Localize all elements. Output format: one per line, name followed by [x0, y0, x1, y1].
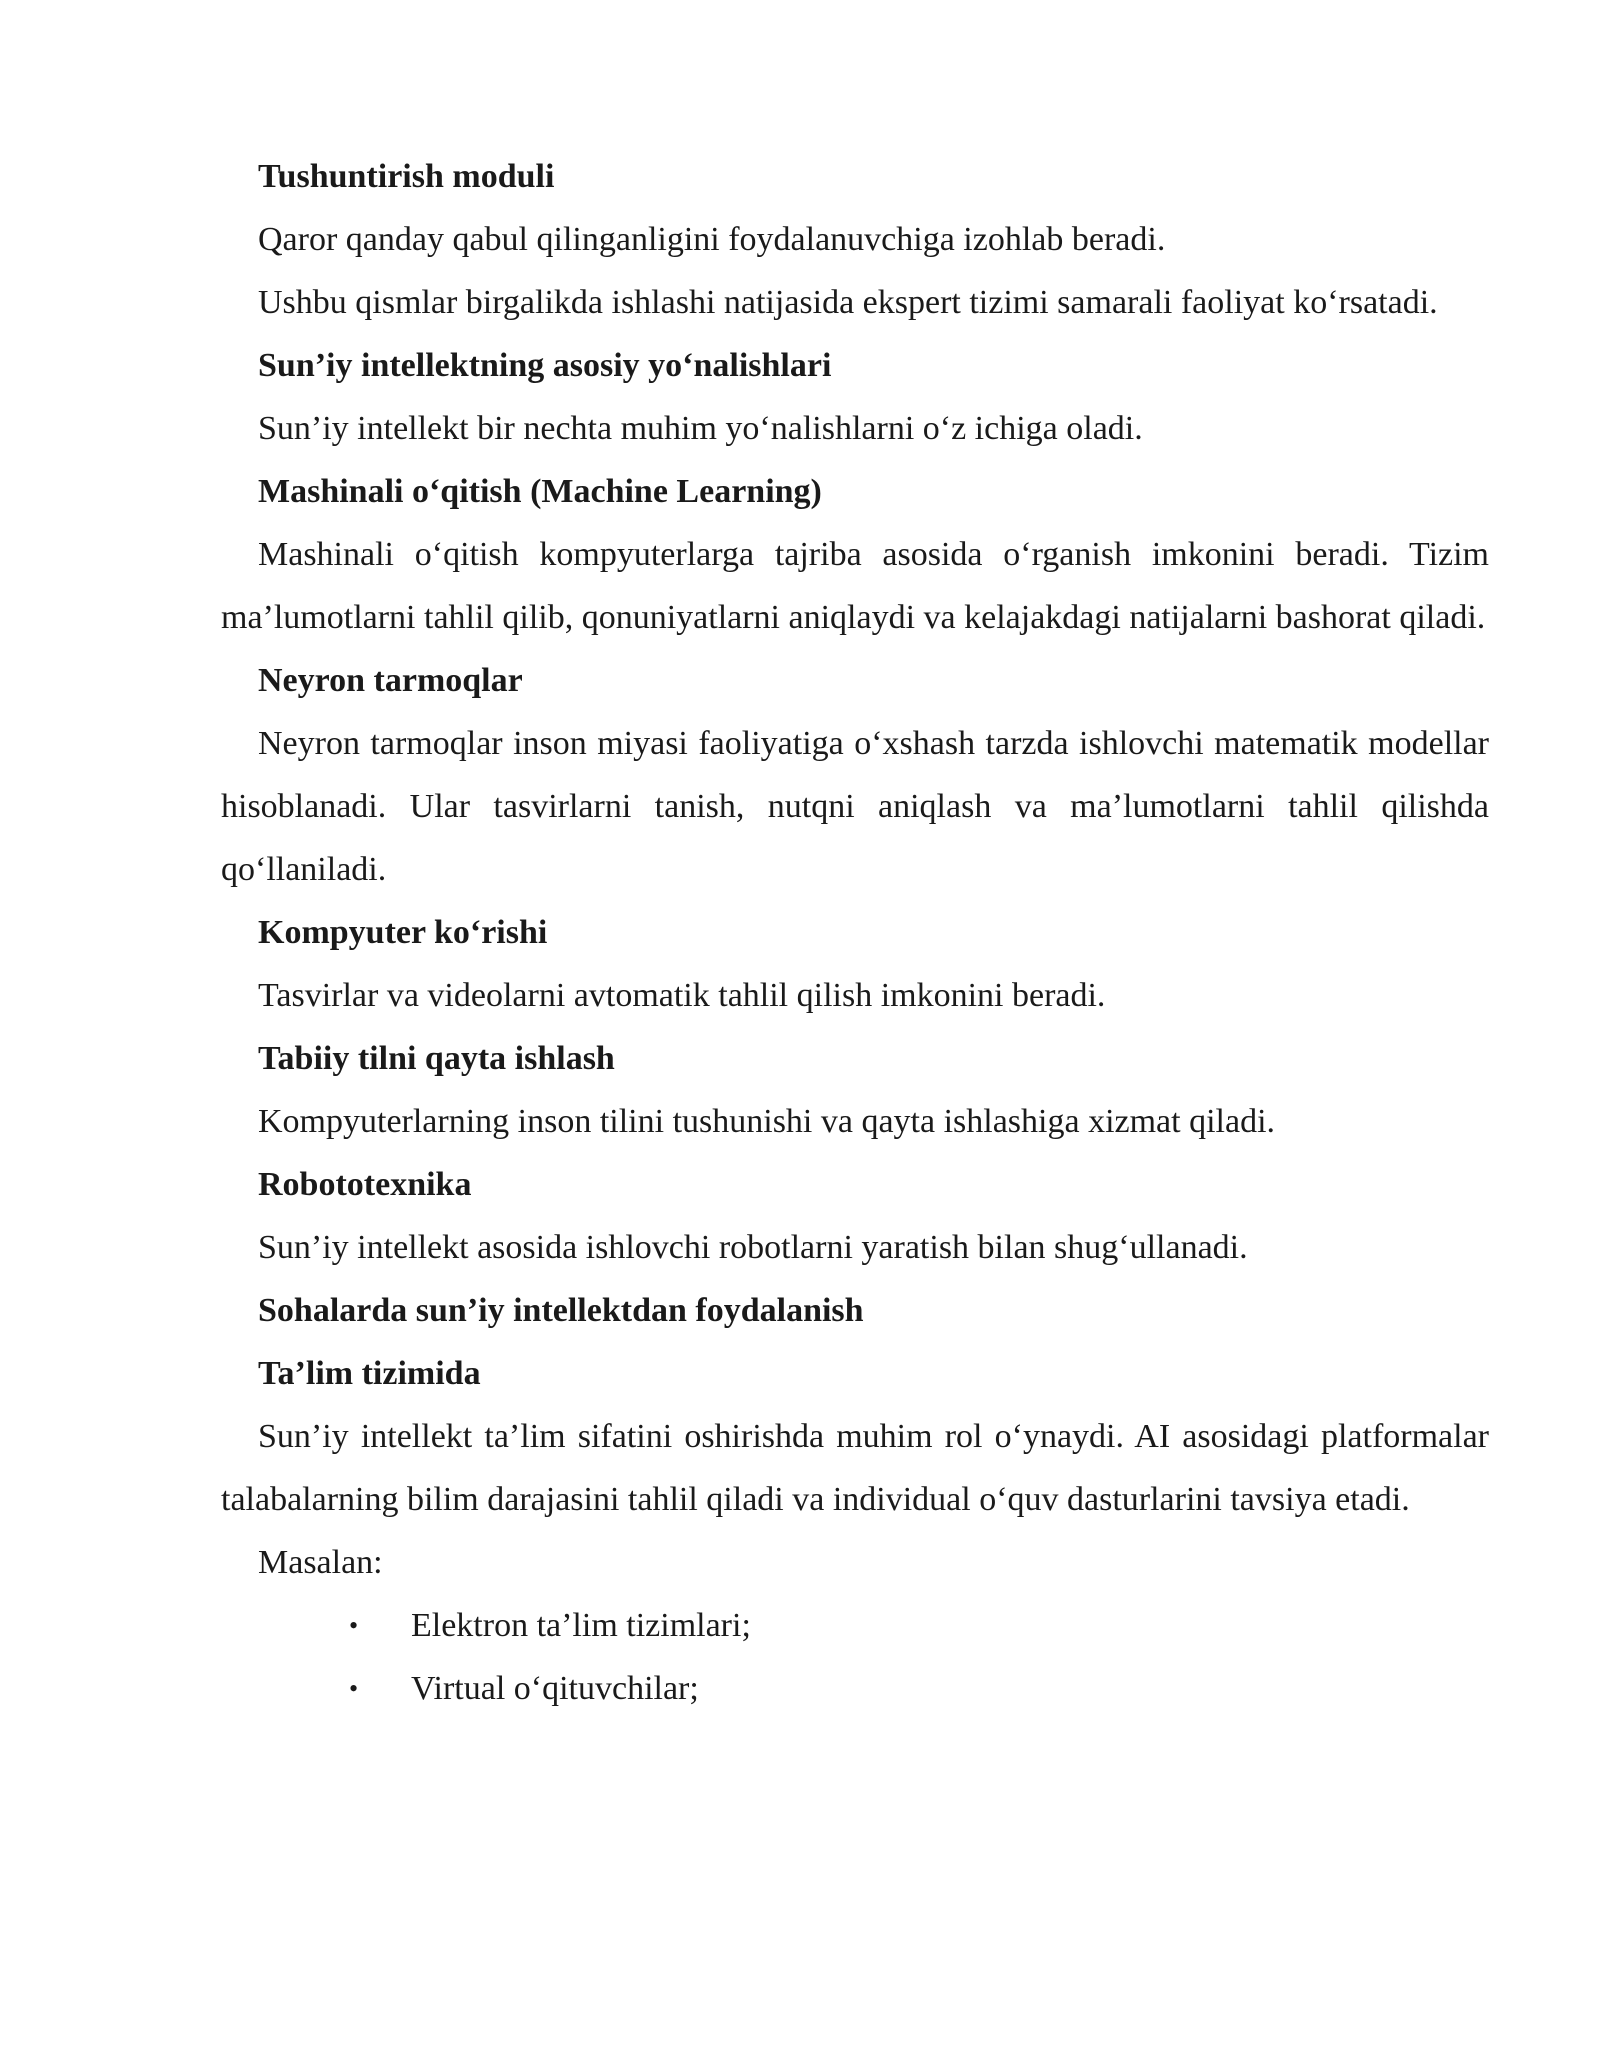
heading-nlp: Tabiiy tilni qayta ishlash — [258, 1040, 615, 1077]
heading-ai-directions: Sun’iy intellektning asosiy yo‘nalishlari — [258, 347, 832, 384]
paragraph: Neyron tarmoqlar inson miyasi faoliyatiga o‘xshash tarzda ishlovchi matematik modellar hisoblanadi. Ular tasvirlarni tanish, nutqni aniqlash va ma’lumotlarni tahlil qilishda qo‘llaniladi. — [221, 725, 1489, 888]
list-item — [221, 1657, 1489, 1720]
paragraph: Qaror qanday qabul qilinganligini foydalanuvchiga izohlab beradi. — [258, 221, 1166, 258]
heading-neural-networks: Neyron tarmoqlar — [258, 662, 523, 699]
heading-robotics: Robototexnika — [258, 1166, 472, 1203]
paragraph: Sun’iy intellekt asosida ishlovchi robotlarni yaratish bilan shug‘ullanadi. — [258, 1229, 1248, 1266]
paragraph: Kompyuterlarning inson tilini tushunishi va qayta ishlashiga xizmat qiladi. — [258, 1103, 1276, 1140]
list-item-text: Elektron ta’lim tizimlari; — [411, 1607, 751, 1644]
heading-tushuntirish-moduli: Tushuntirish moduli — [258, 158, 555, 195]
bullet-icon: • — [349, 1674, 359, 1703]
document-page — [221, 145, 1489, 1720]
list-item-text: Virtual o‘qituvchilar; — [411, 1670, 699, 1707]
paragraph: Sun’iy intellekt bir nechta muhim yo‘nalishlarni o‘z ichiga oladi. — [258, 410, 1143, 447]
paragraph: Mashinali o‘qitish kompyuterlarga tajriba asosida o‘rganish imkonini beradi. Tizim ma’lumotlarni tahlil qilib, qonuniyatlarni aniqlaydi va kelajakdagi natijalarni bashorat qiladi. — [221, 536, 1489, 636]
heading-ai-applications: Sohalarda sun’iy intellektdan foydalanish — [258, 1292, 864, 1329]
paragraph: Ushbu qismlar birgalikda ishlashi natijasida ekspert tizimi samarali faoliyat ko‘rsatadi. — [258, 284, 1438, 321]
paragraph-masalan: Masalan: — [258, 1544, 383, 1581]
list-item — [221, 1594, 1489, 1657]
bullet-icon: • — [349, 1611, 359, 1640]
paragraph: Tasvirlar va videolarni avtomatik tahlil qilish imkonini beradi. — [258, 977, 1106, 1014]
heading-computer-vision: Kompyuter ko‘rishi — [258, 914, 548, 951]
heading-machine-learning: Mashinali o‘qitish (Machine Learning) — [258, 473, 822, 510]
bullet-list — [221, 1594, 1489, 1720]
heading-education: Ta’lim tizimida — [258, 1355, 481, 1392]
paragraph: Sun’iy intellekt ta’lim sifatini oshirishda muhim rol o‘ynaydi. AI asosidagi platformalar talabalarning bilim darajasini tahlil qiladi va individual o‘quv dasturlarini tavsiya etadi. — [221, 1418, 1489, 1518]
